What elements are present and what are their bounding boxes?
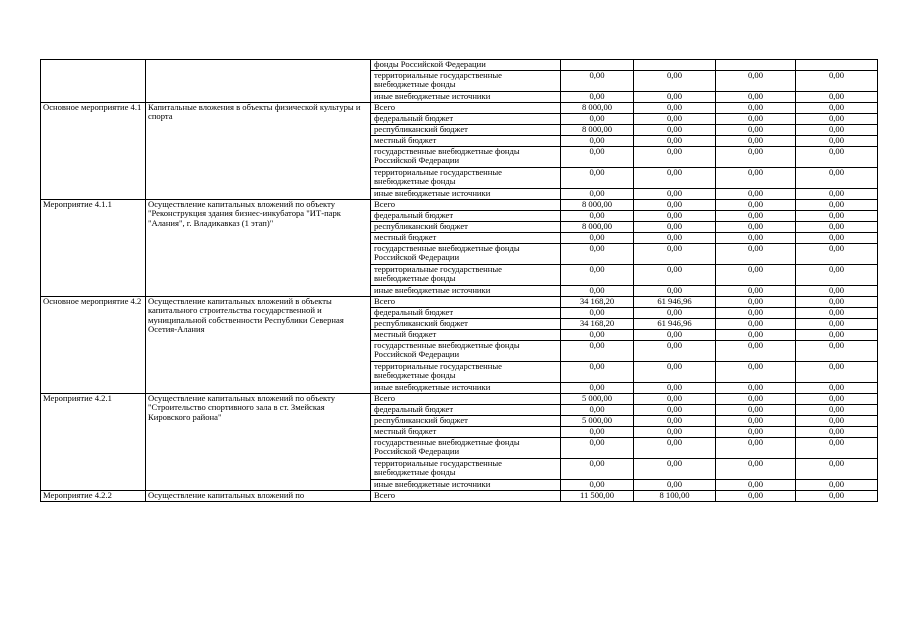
- amount-cell: 0,00: [796, 319, 878, 330]
- funding-source-cell: территориальные государственные внебюджетные фонды: [371, 362, 561, 383]
- amount-cell: 0,00: [634, 92, 716, 103]
- amount-cell: 0,00: [561, 71, 634, 92]
- amount-cell: 0,00: [716, 222, 796, 233]
- funding-source-cell: государственные внебюджетные фонды Российской Федерации: [371, 147, 561, 168]
- event-label-cell: Мероприятие 4.2.2: [41, 491, 146, 502]
- amount-cell: 8 000,00: [561, 125, 634, 136]
- amount-cell: 0,00: [716, 319, 796, 330]
- amount-cell: 0,00: [561, 438, 634, 459]
- amount-cell: 0,00: [561, 265, 634, 286]
- funding-source-cell: местный бюджет: [371, 330, 561, 341]
- amount-cell: 0,00: [796, 233, 878, 244]
- amount-cell: 0,00: [634, 459, 716, 480]
- table-row: [41, 297, 878, 308]
- amount-cell: 0,00: [716, 103, 796, 114]
- amount-cell: 0,00: [634, 405, 716, 416]
- amount-cell: 0,00: [796, 222, 878, 233]
- funding-source-cell: иные внебюджетные источники: [371, 189, 561, 200]
- amount-cell: 0,00: [634, 362, 716, 383]
- amount-cell: 0,00: [716, 125, 796, 136]
- amount-cell: 0,00: [561, 480, 634, 491]
- amount-cell: 0,00: [716, 491, 796, 502]
- funding-source-cell: иные внебюджетные источники: [371, 383, 561, 394]
- amount-cell: 0,00: [716, 168, 796, 189]
- amount-cell: 0,00: [561, 286, 634, 297]
- table-row: [41, 491, 878, 502]
- amount-cell: 0,00: [634, 222, 716, 233]
- funding-source-cell: Всего: [371, 491, 561, 502]
- event-label-cell: [41, 60, 146, 103]
- amount-cell: 0,00: [634, 125, 716, 136]
- funding-source-cell: Всего: [371, 200, 561, 211]
- amount-cell: 0,00: [796, 394, 878, 405]
- amount-cell: 0,00: [561, 244, 634, 265]
- amount-cell: 0,00: [716, 362, 796, 383]
- amount-cell: 0,00: [634, 103, 716, 114]
- amount-cell: [634, 60, 716, 71]
- funding-source-cell: государственные внебюджетные фонды Российской Федерации: [371, 438, 561, 459]
- amount-cell: 0,00: [634, 265, 716, 286]
- amount-cell: 0,00: [561, 427, 634, 438]
- funding-source-cell: местный бюджет: [371, 233, 561, 244]
- amount-cell: 8 100,00: [634, 491, 716, 502]
- amount-cell: 0,00: [716, 341, 796, 362]
- amount-cell: 0,00: [634, 394, 716, 405]
- amount-cell: 0,00: [561, 362, 634, 383]
- amount-cell: 0,00: [716, 480, 796, 491]
- amount-cell: 0,00: [716, 92, 796, 103]
- funding-source-cell: республиканский бюджет: [371, 319, 561, 330]
- amount-cell: 0,00: [634, 330, 716, 341]
- funding-source-cell: государственные внебюджетные фонды Российской Федерации: [371, 341, 561, 362]
- amount-cell: 0,00: [561, 383, 634, 394]
- funding-source-cell: Всего: [371, 297, 561, 308]
- funding-source-cell: республиканский бюджет: [371, 416, 561, 427]
- amount-cell: 0,00: [634, 233, 716, 244]
- event-description-cell: Осуществление капитальных вложений в объекты капитального строительства государственной и муниципальной собственности Республики Северная Осетия-Алания: [146, 297, 371, 394]
- amount-cell: 0,00: [796, 265, 878, 286]
- amount-cell: 0,00: [796, 71, 878, 92]
- amount-cell: 0,00: [796, 416, 878, 427]
- event-description-cell: Капитальные вложения в объекты физической культуры и спорта: [146, 103, 371, 200]
- funding-source-cell: республиканский бюджет: [371, 222, 561, 233]
- amount-cell: 5 000,00: [561, 416, 634, 427]
- amount-cell: 0,00: [634, 136, 716, 147]
- amount-cell: 0,00: [561, 136, 634, 147]
- amount-cell: 0,00: [716, 189, 796, 200]
- funding-source-cell: федеральный бюджет: [371, 211, 561, 222]
- funding-source-cell: Всего: [371, 103, 561, 114]
- funding-source-cell: федеральный бюджет: [371, 405, 561, 416]
- amount-cell: 0,00: [796, 125, 878, 136]
- amount-cell: 0,00: [561, 233, 634, 244]
- amount-cell: 0,00: [796, 480, 878, 491]
- amount-cell: 0,00: [796, 405, 878, 416]
- amount-cell: 0,00: [561, 147, 634, 168]
- table-row: [41, 394, 878, 405]
- event-description-cell: Осуществление капитальных вложений по объекту "Реконструкция здания бизнес-инкубатора "ИТ-парк "Алания", г. Владикавказ (1 этап)": [146, 200, 371, 297]
- amount-cell: [796, 60, 878, 71]
- event-label-cell: Основное мероприятие 4.1: [41, 103, 146, 200]
- funding-source-cell: иные внебюджетные источники: [371, 480, 561, 491]
- amount-cell: 0,00: [796, 168, 878, 189]
- budget-table: [40, 59, 878, 502]
- funding-source-cell: федеральный бюджет: [371, 308, 561, 319]
- amount-cell: 0,00: [716, 147, 796, 168]
- amount-cell: 0,00: [716, 394, 796, 405]
- amount-cell: 0,00: [561, 405, 634, 416]
- amount-cell: 8 000,00: [561, 103, 634, 114]
- amount-cell: 0,00: [716, 416, 796, 427]
- amount-cell: 0,00: [796, 211, 878, 222]
- amount-cell: 0,00: [561, 459, 634, 480]
- funding-source-cell: местный бюджет: [371, 427, 561, 438]
- amount-cell: 0,00: [716, 459, 796, 480]
- amount-cell: 0,00: [796, 114, 878, 125]
- table-row: [41, 200, 878, 211]
- amount-cell: 0,00: [561, 114, 634, 125]
- funding-source-cell: территориальные государственные внебюджетные фонды: [371, 168, 561, 189]
- funding-source-cell: Всего: [371, 394, 561, 405]
- amount-cell: 0,00: [716, 427, 796, 438]
- event-description-cell: [146, 60, 371, 103]
- funding-source-cell: государственные внебюджетные фонды Российской Федерации: [371, 244, 561, 265]
- amount-cell: 0,00: [796, 286, 878, 297]
- amount-cell: 0,00: [561, 211, 634, 222]
- amount-cell: 8 000,00: [561, 222, 634, 233]
- funding-source-cell: иные внебюджетные источники: [371, 92, 561, 103]
- amount-cell: 0,00: [561, 341, 634, 362]
- funding-source-cell: федеральный бюджет: [371, 114, 561, 125]
- amount-cell: 0,00: [634, 341, 716, 362]
- amount-cell: 0,00: [796, 297, 878, 308]
- amount-cell: 0,00: [716, 330, 796, 341]
- amount-cell: 0,00: [796, 459, 878, 480]
- event-label-cell: Мероприятие 4.2.1: [41, 394, 146, 491]
- event-description-cell: Осуществление капитальных вложений по объекту "Строительство спортивного зала в ст. Змейская Кировского района": [146, 394, 371, 491]
- table-row: [41, 60, 878, 71]
- amount-cell: 0,00: [796, 491, 878, 502]
- amount-cell: 0,00: [716, 211, 796, 222]
- amount-cell: 0,00: [796, 438, 878, 459]
- amount-cell: 0,00: [796, 362, 878, 383]
- amount-cell: 0,00: [796, 200, 878, 211]
- amount-cell: 0,00: [634, 211, 716, 222]
- amount-cell: 0,00: [561, 168, 634, 189]
- amount-cell: 0,00: [634, 427, 716, 438]
- amount-cell: 0,00: [716, 297, 796, 308]
- amount-cell: 0,00: [796, 308, 878, 319]
- amount-cell: 0,00: [716, 136, 796, 147]
- amount-cell: 0,00: [716, 308, 796, 319]
- funding-source-cell: местный бюджет: [371, 136, 561, 147]
- amount-cell: 0,00: [716, 265, 796, 286]
- amount-cell: 0,00: [716, 244, 796, 265]
- amount-cell: 8 000,00: [561, 200, 634, 211]
- amount-cell: 0,00: [634, 147, 716, 168]
- amount-cell: 0,00: [716, 286, 796, 297]
- amount-cell: 0,00: [634, 416, 716, 427]
- funding-source-cell: территориальные государственные внебюджетные фонды: [371, 265, 561, 286]
- amount-cell: 0,00: [716, 405, 796, 416]
- amount-cell: 5 000,00: [561, 394, 634, 405]
- amount-cell: 34 168,20: [561, 319, 634, 330]
- amount-cell: 0,00: [796, 383, 878, 394]
- amount-cell: 0,00: [796, 92, 878, 103]
- amount-cell: 0,00: [561, 330, 634, 341]
- funding-source-cell: фонды Российской Федерации: [371, 60, 561, 71]
- amount-cell: 0,00: [716, 71, 796, 92]
- table-row: [41, 103, 878, 114]
- funding-source-cell: республиканский бюджет: [371, 125, 561, 136]
- amount-cell: 0,00: [796, 136, 878, 147]
- amount-cell: 0,00: [561, 189, 634, 200]
- amount-cell: 0,00: [634, 189, 716, 200]
- amount-cell: 0,00: [634, 244, 716, 265]
- amount-cell: 0,00: [716, 233, 796, 244]
- amount-cell: 0,00: [796, 341, 878, 362]
- amount-cell: 0,00: [634, 383, 716, 394]
- amount-cell: [561, 60, 634, 71]
- amount-cell: 0,00: [561, 92, 634, 103]
- amount-cell: 61 946,96: [634, 297, 716, 308]
- funding-source-cell: иные внебюджетные источники: [371, 286, 561, 297]
- amount-cell: 0,00: [796, 103, 878, 114]
- table-body: [41, 60, 878, 502]
- amount-cell: 0,00: [716, 114, 796, 125]
- amount-cell: 0,00: [796, 330, 878, 341]
- amount-cell: 0,00: [561, 308, 634, 319]
- event-label-cell: Основное мероприятие 4.2: [41, 297, 146, 394]
- funding-source-cell: территориальные государственные внебюджетные фонды: [371, 459, 561, 480]
- amount-cell: 0,00: [634, 286, 716, 297]
- amount-cell: 0,00: [634, 480, 716, 491]
- amount-cell: 0,00: [634, 71, 716, 92]
- funding-source-cell: территориальные государственные внебюджетные фонды: [371, 71, 561, 92]
- event-label-cell: Мероприятие 4.1.1: [41, 200, 146, 297]
- amount-cell: 0,00: [796, 427, 878, 438]
- amount-cell: 0,00: [634, 168, 716, 189]
- event-description-cell: Осуществление капитальных вложений по: [146, 491, 371, 502]
- amount-cell: 0,00: [634, 200, 716, 211]
- amount-cell: 0,00: [796, 147, 878, 168]
- amount-cell: 34 168,20: [561, 297, 634, 308]
- amount-cell: 0,00: [716, 438, 796, 459]
- amount-cell: 61 946,96: [634, 319, 716, 330]
- amount-cell: 0,00: [796, 189, 878, 200]
- amount-cell: [716, 60, 796, 71]
- amount-cell: 0,00: [716, 383, 796, 394]
- amount-cell: 0,00: [796, 244, 878, 265]
- amount-cell: 0,00: [634, 308, 716, 319]
- amount-cell: 11 500,00: [561, 491, 634, 502]
- amount-cell: 0,00: [634, 438, 716, 459]
- amount-cell: 0,00: [716, 200, 796, 211]
- amount-cell: 0,00: [634, 114, 716, 125]
